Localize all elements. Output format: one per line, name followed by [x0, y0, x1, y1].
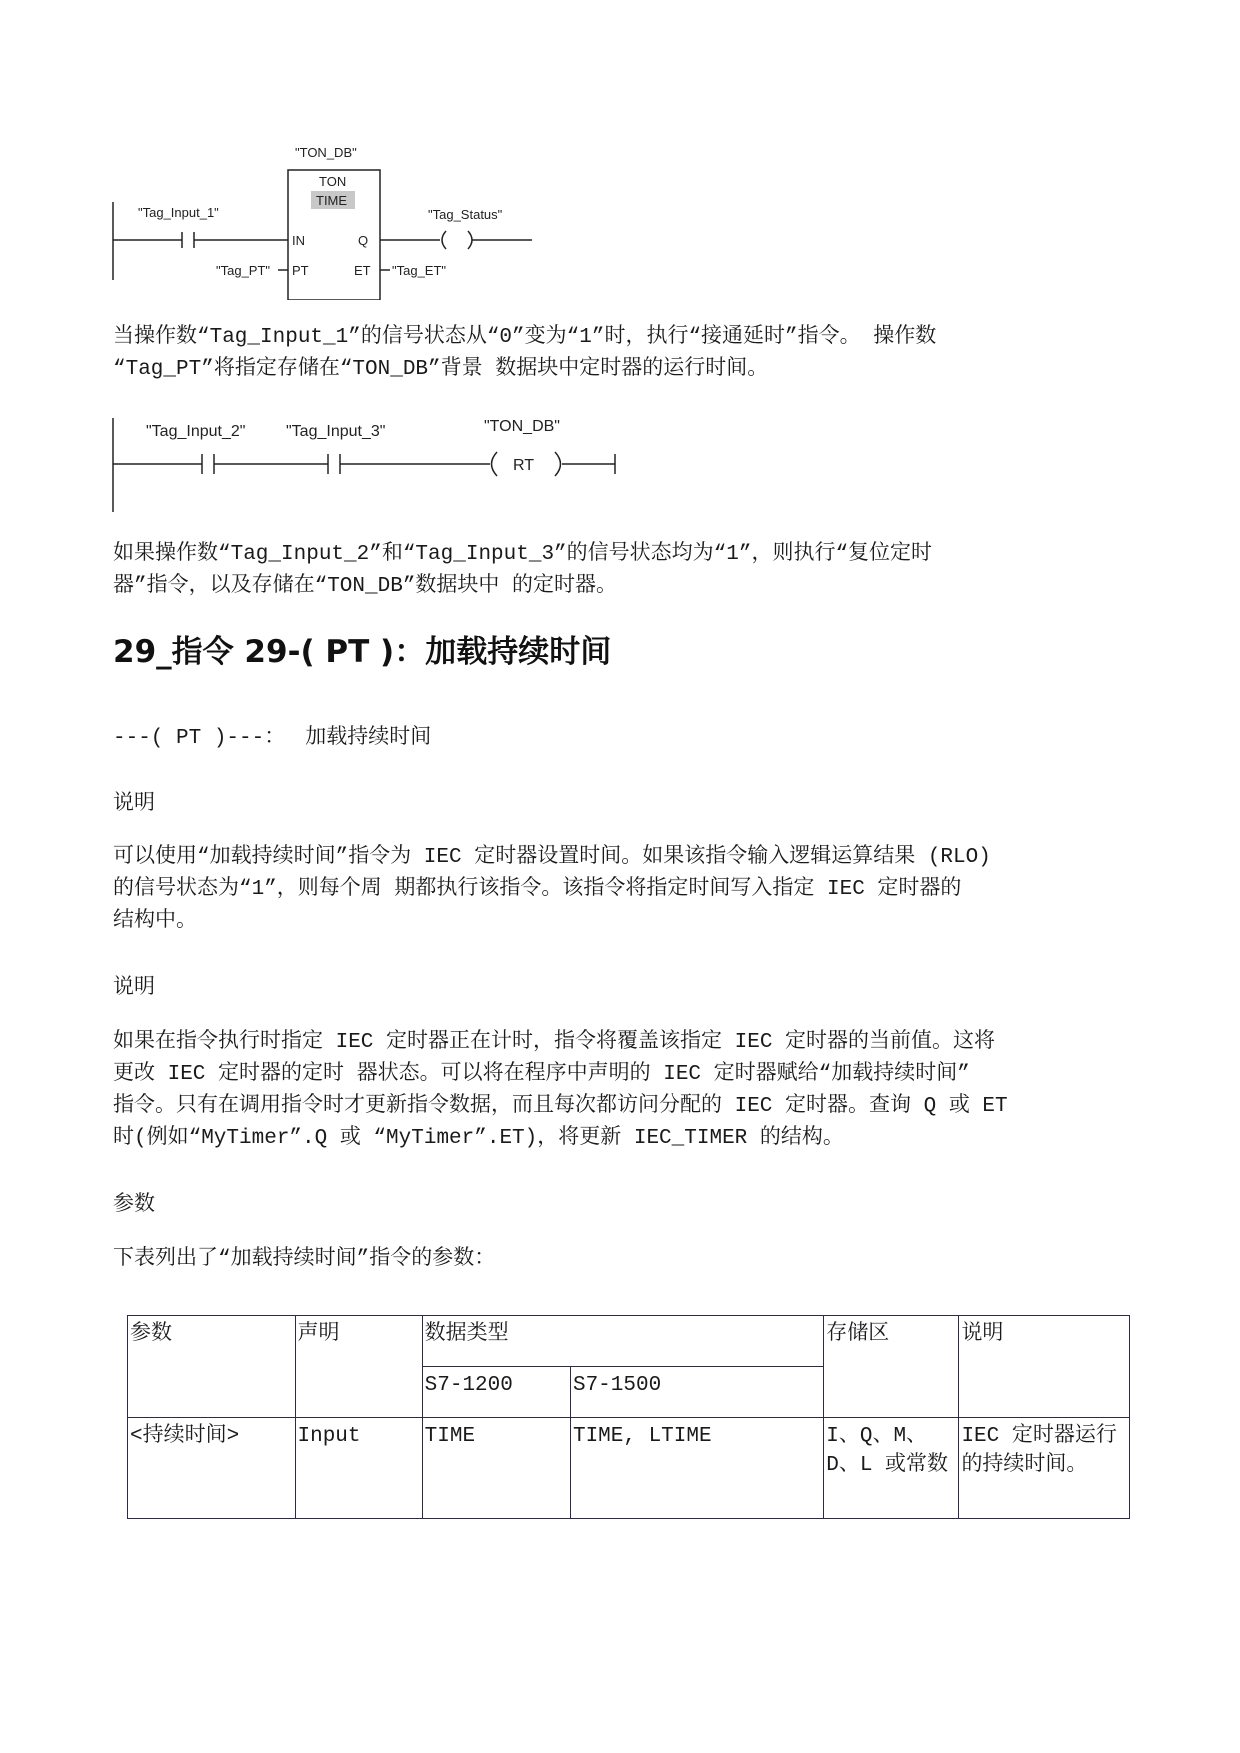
- header-s7-1200: S7-1200: [422, 1367, 570, 1418]
- cell-storage-area: I、Q、M、D、L 或常数: [824, 1418, 959, 1519]
- coil-tag-status: [442, 231, 472, 249]
- label-description-1: 说明: [113, 790, 155, 814]
- section-title: 29_指令 29-( PT )：加载持续时间: [113, 634, 612, 670]
- coil-rt-label: RT: [513, 457, 535, 474]
- cell-param: <持续时间>: [128, 1418, 296, 1519]
- tag-input-3-label: "Tag_Input_3": [286, 423, 386, 440]
- header-storage-area: 存储区: [824, 1316, 959, 1418]
- ton-box-subtype: TIME: [316, 193, 348, 208]
- paragraph-pt-description: 可以使用“加载持续时间”指令为 IEC 定时器设置时间。如果该指令输入逻辑运算结果 (RLO) 的信号状态为“1”，则每个周 期都执行该指令。该指令将指定时间写入指定 IEC 定时器的 结构中。: [113, 846, 991, 933]
- pin-q: Q: [358, 233, 369, 248]
- label-description-2: 说明: [113, 974, 155, 998]
- label-parameters: 参数: [113, 1191, 155, 1215]
- cell-description: IEC 定时器运行 的持续时间。: [959, 1418, 1130, 1519]
- instruction-code: ---( PT )---：: [113, 727, 286, 750]
- paragraph-ton-description: 当操作数“Tag_Input_1”的信号状态从“0”变为“1”时，执行“接通延时”指令。 操作数 “Tag_PT”将指定存储在“TON_DB”背景 数据块中定时器的运行时间。: [113, 326, 937, 381]
- header-s7-1500: S7-1500: [570, 1367, 823, 1418]
- cell-s7-1200: TIME: [422, 1418, 570, 1519]
- tag-et-label: "Tag_ET": [392, 263, 447, 278]
- header-param: 参数: [128, 1316, 296, 1418]
- rt-db-label: "TON_DB": [484, 418, 560, 435]
- parameters-table: [127, 1315, 1130, 1519]
- tag-status-label: "Tag_Status": [428, 207, 503, 222]
- instruction-line: [113, 720, 1123, 755]
- contact-tag-input-2: [202, 454, 214, 474]
- ton-db-label: "TON_DB": [295, 145, 357, 160]
- cell-s7-1500: TIME, LTIME: [570, 1418, 823, 1519]
- ladder-diagram-rt: [100, 410, 640, 520]
- pin-pt: PT: [292, 263, 309, 278]
- tag-input-1-label: "Tag_Input_1": [138, 205, 219, 220]
- paragraph-pt-note: 如果在指令执行时指定 IEC 定时器正在计时，指令将覆盖该指定 IEC 定时器的当前值。这将 更改 IEC 定时器的定时 器状态。可以将在程序中声明的 IEC 定时器赋给“加载持续时间” 指令。只有在调用指令时才更新指令数据，而且每次都访问分配的 IEC 定时器。查询 Q 或 ET 时(例如“MyTimer”.Q 或 “MyTimer”.ET)，将更新 IEC_TIMER 的结构。: [113, 1031, 1008, 1150]
- header-declaration: 声明: [295, 1316, 422, 1418]
- paragraph-table-intro: 下表列出了“加载持续时间”指令的参数：: [113, 1248, 496, 1271]
- contact-tag-input-3: [328, 454, 340, 474]
- header-description: 说明: [959, 1316, 1130, 1418]
- instruction-name: 加载持续时间: [305, 724, 432, 748]
- table-header-row: [128, 1316, 1130, 1367]
- ton-box-type: TON: [319, 174, 347, 189]
- cell-declaration: Input: [295, 1418, 422, 1519]
- header-data-type: 数据类型: [422, 1316, 824, 1367]
- contact-tag-input-1: [182, 232, 194, 248]
- ladder-diagram-ton: [100, 140, 560, 300]
- tag-pt-label: "Tag_PT": [216, 263, 271, 278]
- paragraph-rt-description: 如果操作数“Tag_Input_2”和“Tag_Input_3”的信号状态均为“1”，则执行“复位定时 器”指令，以及存储在“TON_DB”数据块中 的定时器。: [113, 543, 933, 598]
- pin-in: IN: [292, 233, 305, 248]
- table-row: [128, 1418, 1130, 1519]
- tag-input-2-label: "Tag_Input_2": [146, 423, 246, 440]
- pin-et: ET: [354, 263, 371, 278]
